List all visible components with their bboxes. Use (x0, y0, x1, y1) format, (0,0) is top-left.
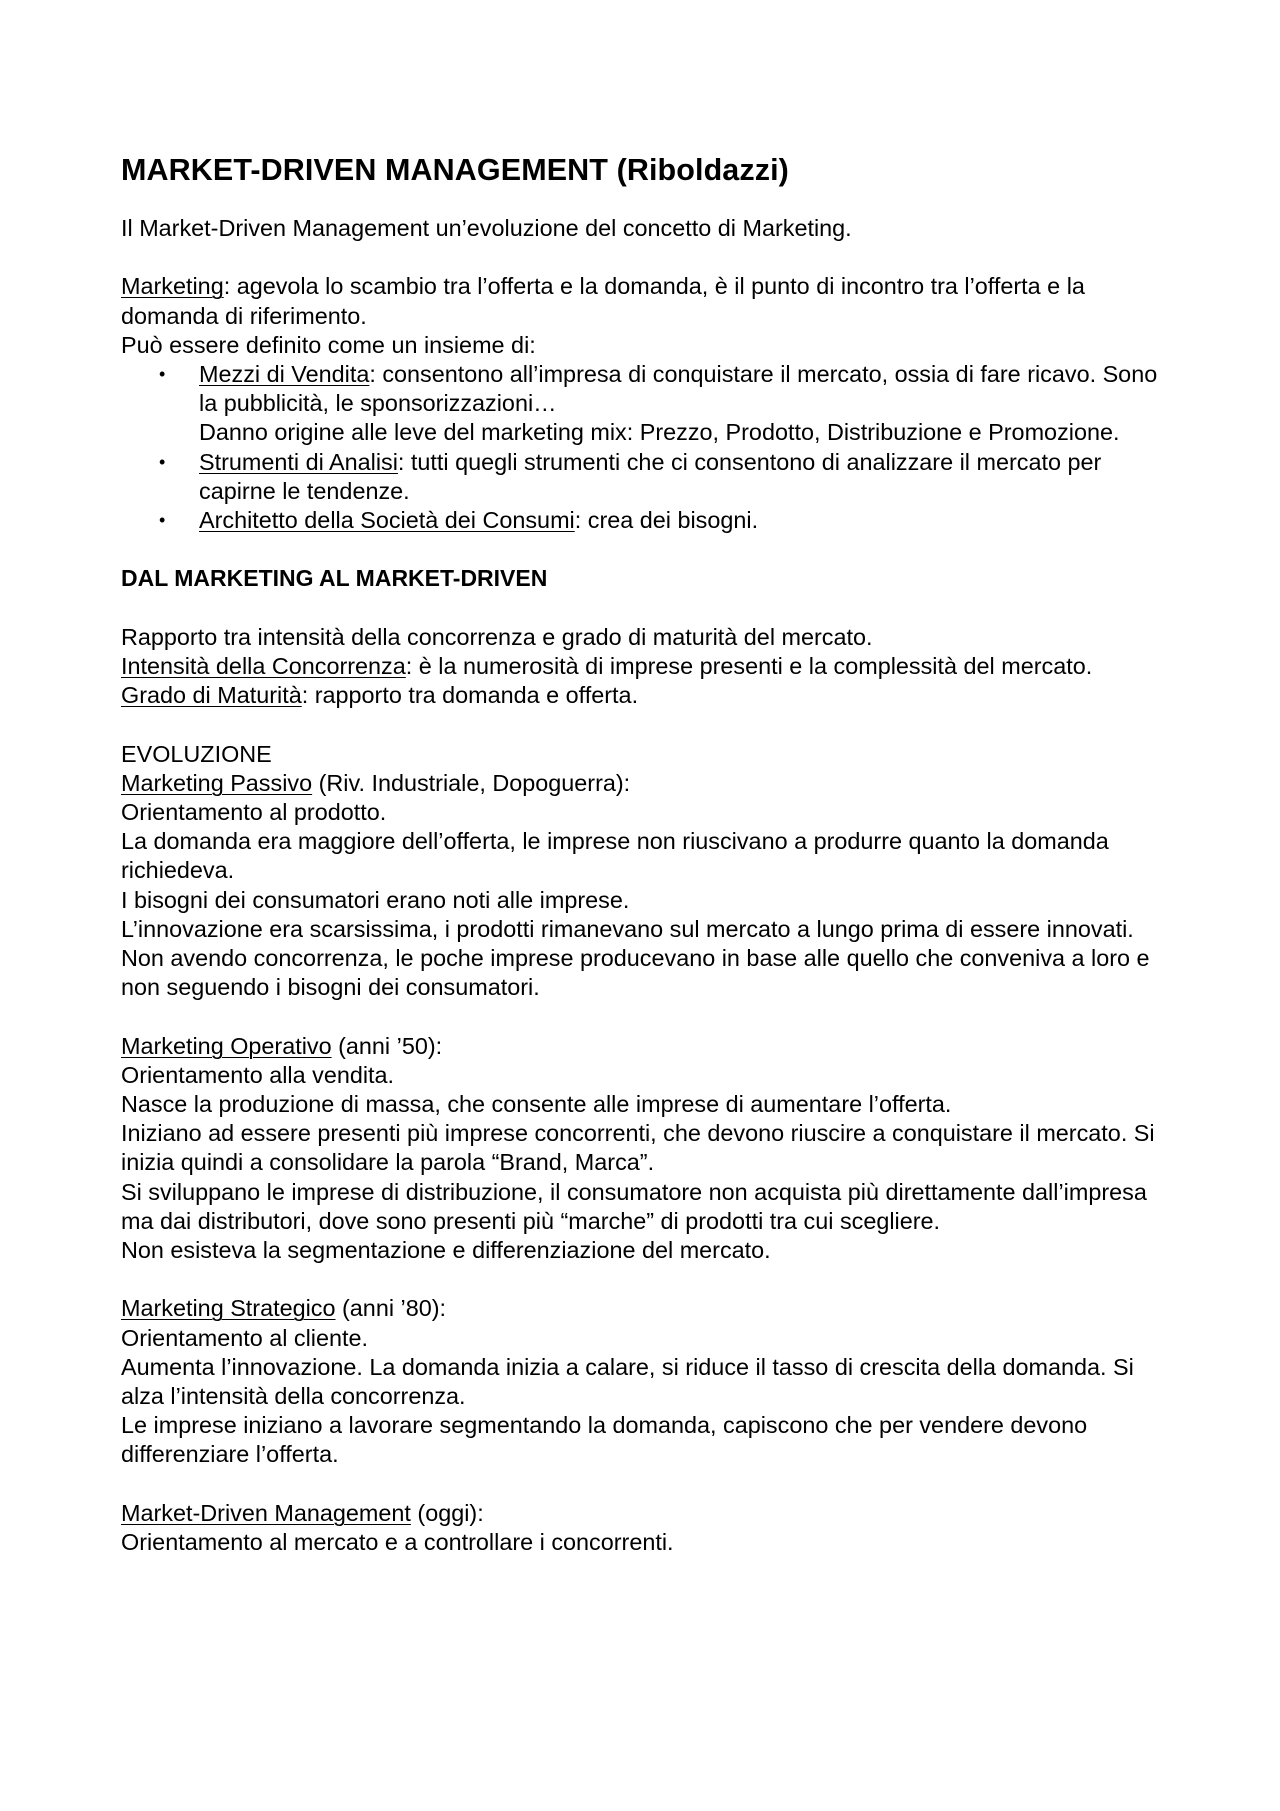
phase-period: (anni ’50): (331, 1032, 443, 1059)
phase-line: Non esisteva la segmentazione e differenziazione del mercato. (121, 1237, 771, 1264)
list-item (121, 448, 1161, 506)
intro-paragraph: Il Market-Driven Management un’evoluzione del concetto di Marketing. (121, 215, 852, 241)
phase-heading (121, 1294, 1161, 1323)
marketing-list-intro: Può essere definito come un insieme di: (121, 331, 536, 358)
phase-line: I bisogni dei consumatori erano noti alle imprese. (121, 886, 630, 913)
list-item-extra: Danno origine alle leve del marketing mix: Prezzo, Prodotto, Distribuzione e Promozione. (199, 419, 1120, 446)
phase-line: Orientamento al prodotto. (121, 799, 387, 825)
phase-line: Orientamento al cliente. (121, 1324, 369, 1351)
phase-heading (121, 1499, 1161, 1528)
intensity-text: : è la numerosità di imprese presenti e la complessità del mercato. (405, 653, 1093, 679)
maturity-text: : rapporto tra domanda e offerta. (301, 682, 639, 709)
maturity-term: Grado di Maturità (121, 682, 302, 709)
list-item (121, 506, 1161, 535)
marketing-term: Marketing (121, 273, 224, 300)
list-item-text: : crea dei bisogni. (574, 507, 759, 534)
list-item-term: Architetto della Società dei Consumi (199, 507, 575, 534)
phase-line: Orientamento alla vendita. (121, 1061, 395, 1088)
evolution-phase (121, 1294, 1161, 1469)
phase-line: Le imprese iniziano a lavorare segmentando la domanda, capiscono che per vendere devono differenziare l’offerta. (121, 1412, 1088, 1468)
bullet-icon: • (159, 451, 166, 472)
phase-line: Non avendo concorrenza, le poche imprese producevano in base alle quello che conveniva a loro e non seguendo i bisogni dei consumatori. (121, 945, 1150, 1001)
evolution-phase (121, 769, 1161, 1003)
phase-period: (Riv. Industriale, Dopoguerra): (312, 769, 631, 796)
section2-line1: Rapporto tra intensità della concorrenza e grado di maturità del mercato. (121, 623, 873, 650)
bullet-icon: • (159, 510, 166, 531)
evolution-phase (121, 1499, 1161, 1557)
document-page (121, 150, 1161, 1557)
intensity-term: Intensità della Concorrenza (121, 653, 406, 679)
list-item-term: Mezzi di Vendita (199, 361, 370, 387)
phase-line: Orientamento al mercato e a controllare i concorrenti. (121, 1529, 674, 1556)
phase-line: L’innovazione era scarsissima, i prodotti rimanevano sul mercato a lungo prima di essere innovati. (121, 915, 1134, 942)
phase-line: Si sviluppano le imprese di distribuzione, il consumatore non acquista più direttamente dall’impresa ma dai distributori, dove sono presenti più “marche” di prodotti tra cui scegliere. (121, 1178, 1147, 1234)
phase-heading (121, 1032, 1161, 1061)
list-item-text: : tutti quegli strumenti che ci consentono di analizzare il mercato per capirne le tendenze. (199, 448, 1102, 504)
phase-term: Marketing Strategico (121, 1295, 336, 1322)
phase-period: (oggi): (410, 1499, 484, 1526)
bullet-icon: • (159, 364, 166, 384)
marketing-definition-text: : agevola lo scambio tra l’offerta e la domanda, è il punto di incontro tra l’offerta e la domanda di riferimento. (121, 273, 1085, 329)
phase-heading (121, 769, 1161, 798)
phase-line: La domanda era maggiore dell’offerta, le imprese non riuscivano a produrre quanto la domanda richiedeva. (121, 828, 1109, 884)
marketing-list (121, 360, 1161, 535)
maturity-definition (121, 681, 1161, 710)
page-title: MARKET-DRIVEN MANAGEMENT (Riboldazzi) (121, 153, 789, 187)
phase-line: Nasce la produzione di massa, che consente alle imprese di aumentare l’offerta. (121, 1091, 952, 1118)
list-item (121, 360, 1161, 448)
evolution-phase (121, 1032, 1161, 1266)
phase-period: (anni ’80): (335, 1295, 447, 1322)
phase-term: Marketing Operativo (121, 1032, 332, 1059)
phase-line: Iniziano ad essere presenti più imprese concorrenti, che devono riuscire a conquistare il mercato. Si inizia quindi a consolidare la parola “Brand, Marca”. (121, 1120, 1155, 1176)
phase-term: Market-Driven Management (121, 1499, 411, 1526)
phase-line: Aumenta l’innovazione. La domanda inizia a calare, si riduce il tasso di crescita della domanda. Si alza l’intensità della concorrenza. (121, 1353, 1134, 1410)
intensity-definition (121, 652, 1161, 681)
evolution-label: EVOLUZIONE (121, 740, 272, 767)
list-item-text: : consentono all’impresa di conquistare il mercato, ossia di fare ricavo. Sono la pubblicità, le sponsorizzazioni… (199, 361, 1158, 417)
phase-term: Marketing Passivo (121, 769, 313, 796)
list-item-term: Strumenti di Analisi (199, 448, 398, 475)
section-heading: DAL MARKETING AL MARKET-DRIVEN (121, 565, 548, 592)
marketing-definition (121, 272, 1161, 330)
